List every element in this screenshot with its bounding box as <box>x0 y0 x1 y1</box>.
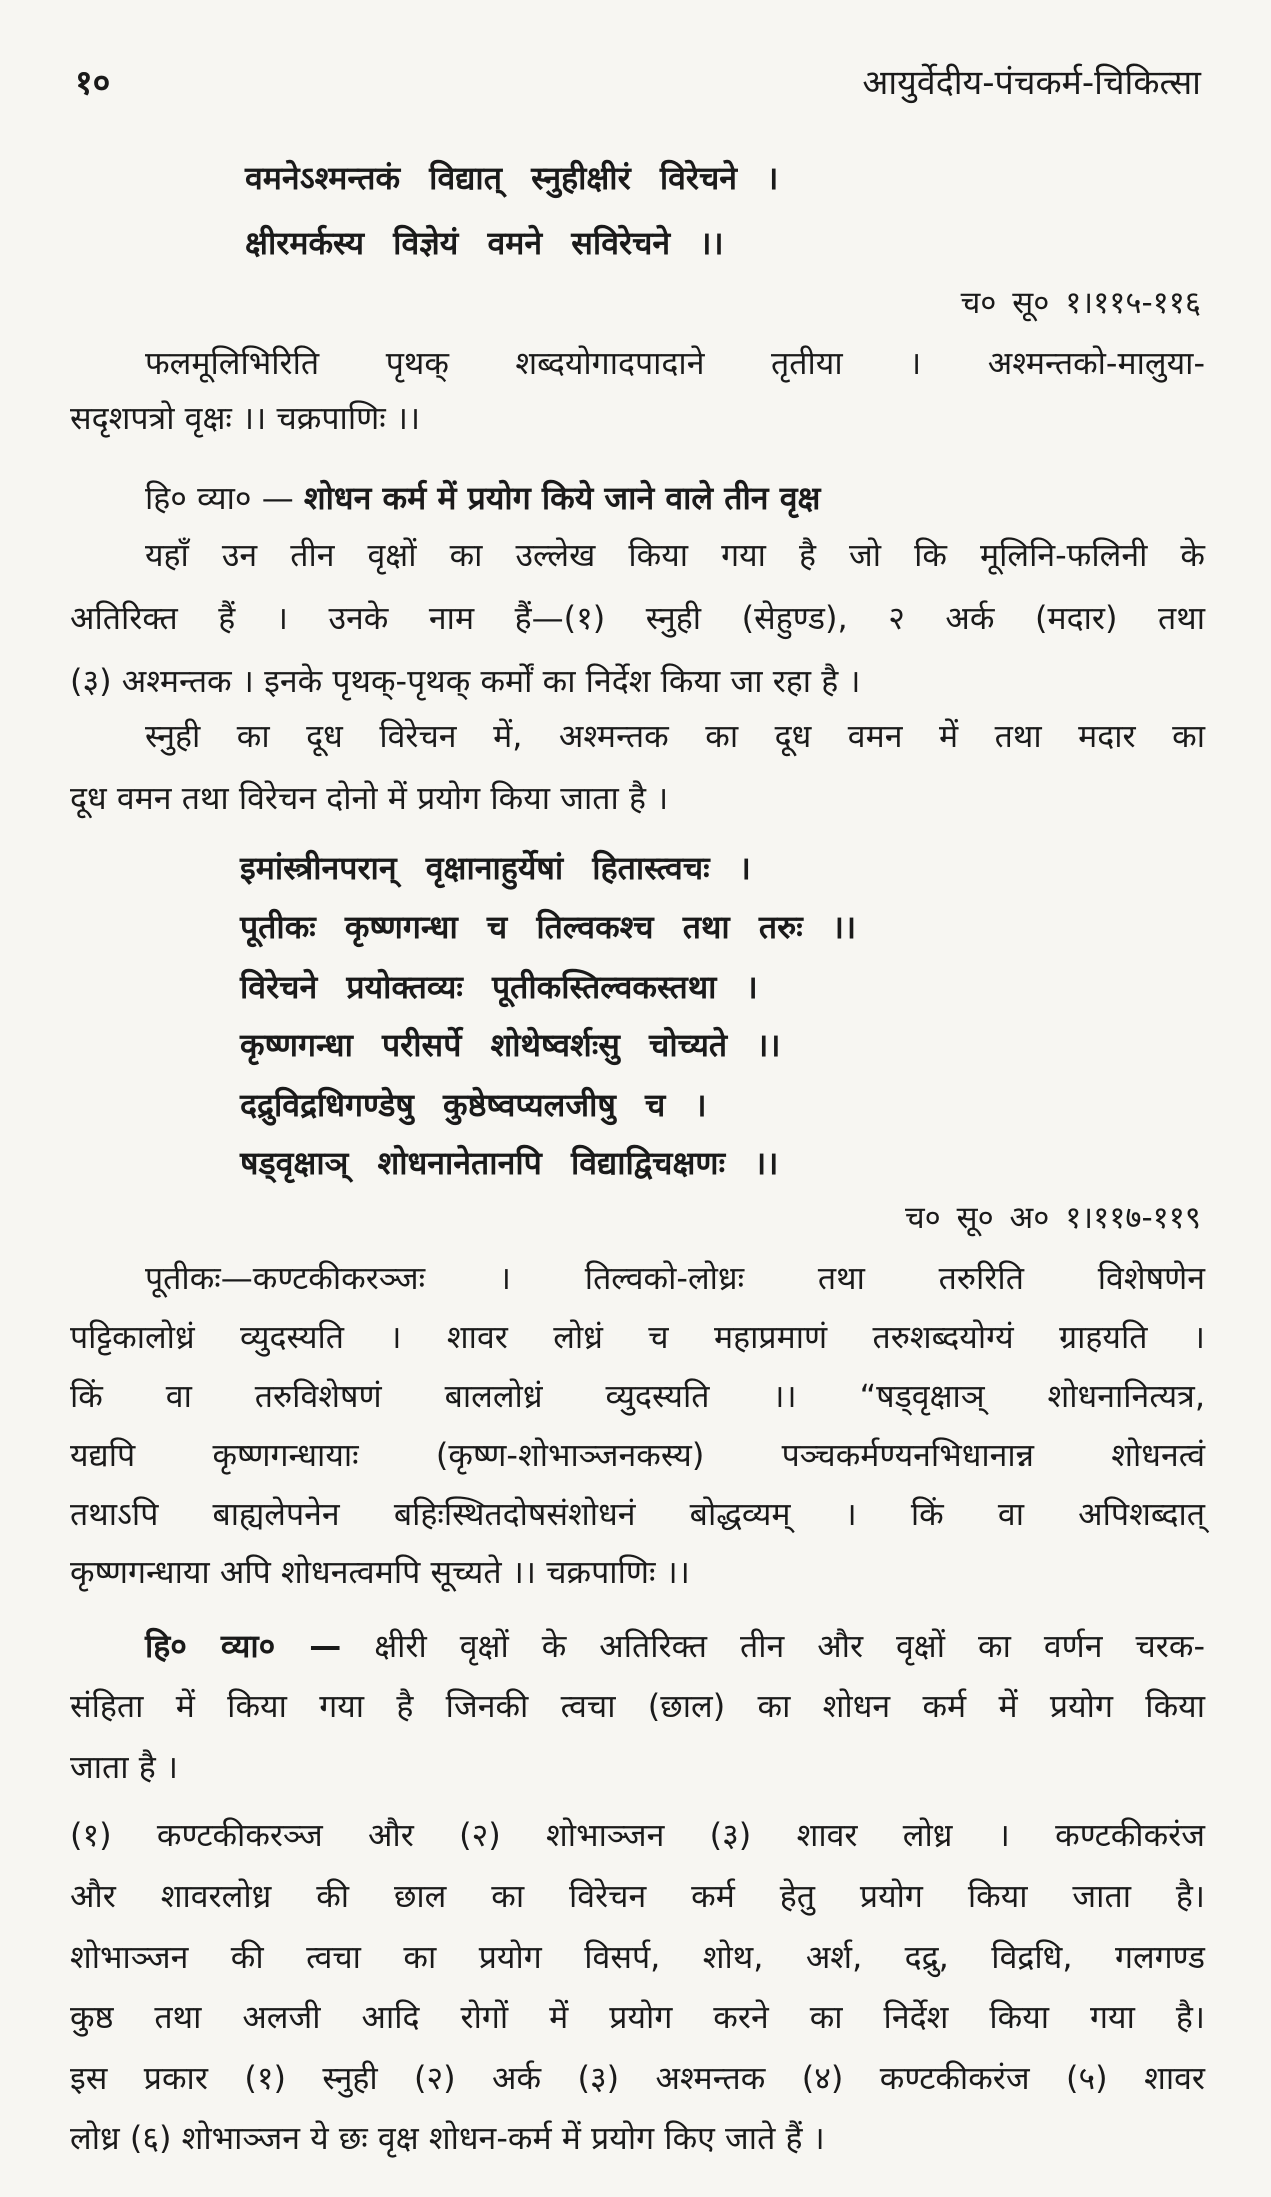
hindi-heading-1 <box>145 478 820 518</box>
hindi-heading-1-text: शोधन कर्म में प्रयोग किये जाने वाले तीन वृक्ष <box>303 479 821 517</box>
verse1-reference: च० सू० १।११५-११६ <box>960 285 1201 321</box>
hindi3-line-1: (१) कण्टकीकरञ्ज और (२) शोभाञ्जन (३) शावर लोध्र । कण्टकीकरंज <box>70 1816 1205 1854</box>
page-header <box>75 58 1201 108</box>
commentary2-line-3: किं वा तरुविशेषणं बाललोध्रं व्युदस्यति ।। “षड्वृक्षाञ् शोधनानित्यत्र, <box>70 1377 1205 1415</box>
hindi3-line-5: इस प्रकार (१) स्नुही (२) अर्क (३) अश्मन्तक (४) कण्टकीकरंज (५) शावर <box>70 2059 1205 2097</box>
commentary2-line-6: कृष्णगन्धाया अपि शोधनत्वमपि सूच्यते ।। चक्रपाणिः ।। <box>70 1553 690 1591</box>
verse2-line-1: इमांस्त्रीनपरान् वृक्षानाहुर्येषां हितास्त्वचः । <box>240 849 751 887</box>
hindi3-line-3: शोभाञ्जन की त्वचा का प्रयोग विसर्प, शोथ, अर्श, दद्रु, विद्रधि, गलगण्ड <box>70 1938 1205 1976</box>
verse2-line-6: षड्वृक्षाञ् शोधनानेतानपि विद्याद्विचक्षणः ।। <box>240 1144 779 1182</box>
verse1-line-2: क्षीरमर्कस्य विज्ञेयं वमने सविरेचने ।। <box>245 224 724 262</box>
commentary2-line-4: यद्यपि कृष्णगन्धायाः (कृष्ण-शोभाञ्जनकस्य) पञ्चकर्मण्यनभिधानान्न शोधनत्वं <box>70 1436 1205 1474</box>
hindi3-line-4: कुष्ठ तथा अलजी आदि रोगों में प्रयोग करने का निर्देश किया गया है। <box>70 1998 1205 2036</box>
hindi-heading-2-prefix: हि० व्या० — <box>145 1627 342 1665</box>
verse2-line-3: विरेचने प्रयोक्तव्यः पूतीकस्तिल्वकस्तथा । <box>240 968 758 1006</box>
commentary2-line-2: पट्टिकालोध्रं व्युदस्यति । शावर लोध्रं च महाप्रमाणं तरुशब्दयोग्यं ग्राहयति । <box>70 1318 1205 1356</box>
hindi-heading-1-prefix: हि० व्या० — <box>145 479 294 517</box>
verse1-line-1: वमनेऽश्मन्तकं विद्यात् स्नुहीक्षीरं विरेचने । <box>245 159 779 197</box>
commentary1-line-1: फलमूलिभिरिति पृथक् शब्दयोगादपादाने तृतीया । अश्मन्तको-मालुया- <box>145 344 1205 382</box>
hindi-heading-2-text: क्षीरी वृक्षों के अतिरिक्त तीन और वृक्षों का वर्णन चरक- <box>374 1627 1205 1665</box>
hindi1-line-2: अतिरिक्त हैं । उनके नाम हैं—(१) स्नुही (सेहुण्ड), २ अर्क (मदार) तथा <box>70 599 1205 637</box>
verse2-line-2: पूतीकः कृष्णगन्धा च तिल्वकश्च तथा तरुः ।। <box>240 908 857 946</box>
commentary2-line-1: पूतीकः—कण्टकीकरञ्जः । तिल्वको-लोध्रः तथा तरुरिति विशेषणेन <box>145 1259 1205 1297</box>
hindi1-line-5: दूध वमन तथा विरेचन दोनो में प्रयोग किया जाता है । <box>70 779 669 817</box>
hindi2-line-2: जाता है । <box>70 1748 179 1786</box>
hindi3-line-2: और शावरलोध्र की छाल का विरेचन कर्म हेतु प्रयोग किया जाता है। <box>70 1877 1205 1915</box>
verse2-line-5: दद्रुविद्रधिगण्डेषु कुष्ठेष्वप्यलजीषु च । <box>240 1086 707 1124</box>
commentary1-line-2: सदृशपत्रो वृक्षः ।। चक्रपाणिः ।। <box>70 399 421 437</box>
hindi1-line-4: स्नुही का दूध विरेचन में, अश्मन्तक का दूध वमन में तथा मदार का <box>145 717 1205 755</box>
hindi2-line-1: संहिता में किया गया है जिनकी त्वचा (छाल) का शोधन कर्म में प्रयोग किया <box>70 1687 1205 1725</box>
verse2-reference: च० सू० अ० १।११७-११९ <box>904 1200 1201 1236</box>
hindi3-line-6: लोध्र (६) शोभाञ्जन ये छः वृक्ष शोधन-कर्म में प्रयोग किए जाते हैं । <box>70 2119 825 2157</box>
page-number: १० <box>75 63 111 103</box>
running-title: आयुर्वेदीय-पंचकर्म-चिकित्सा <box>862 63 1201 103</box>
commentary2-line-5: तथाऽपि बाह्यलेपनेन बहिःस्थितदोषसंशोधनं बोद्धव्यम् । किं वा अपिशब्दात् <box>70 1495 1205 1533</box>
hindi-heading-2 <box>145 1626 1205 1666</box>
hindi1-line-1: यहाँ उन तीन वृक्षों का उल्लेख किया गया है जो कि मूलिनि-फलिनी के <box>145 536 1205 574</box>
hindi1-line-3: (३) अश्मन्तक । इनके पृथक्-पृथक् कर्मों का निर्देश किया जा रहा है । <box>70 662 861 700</box>
verse2-line-4: कृष्णगन्धा परीसर्पे शोथेष्वर्शःसु चोच्यते ।। <box>240 1026 781 1064</box>
